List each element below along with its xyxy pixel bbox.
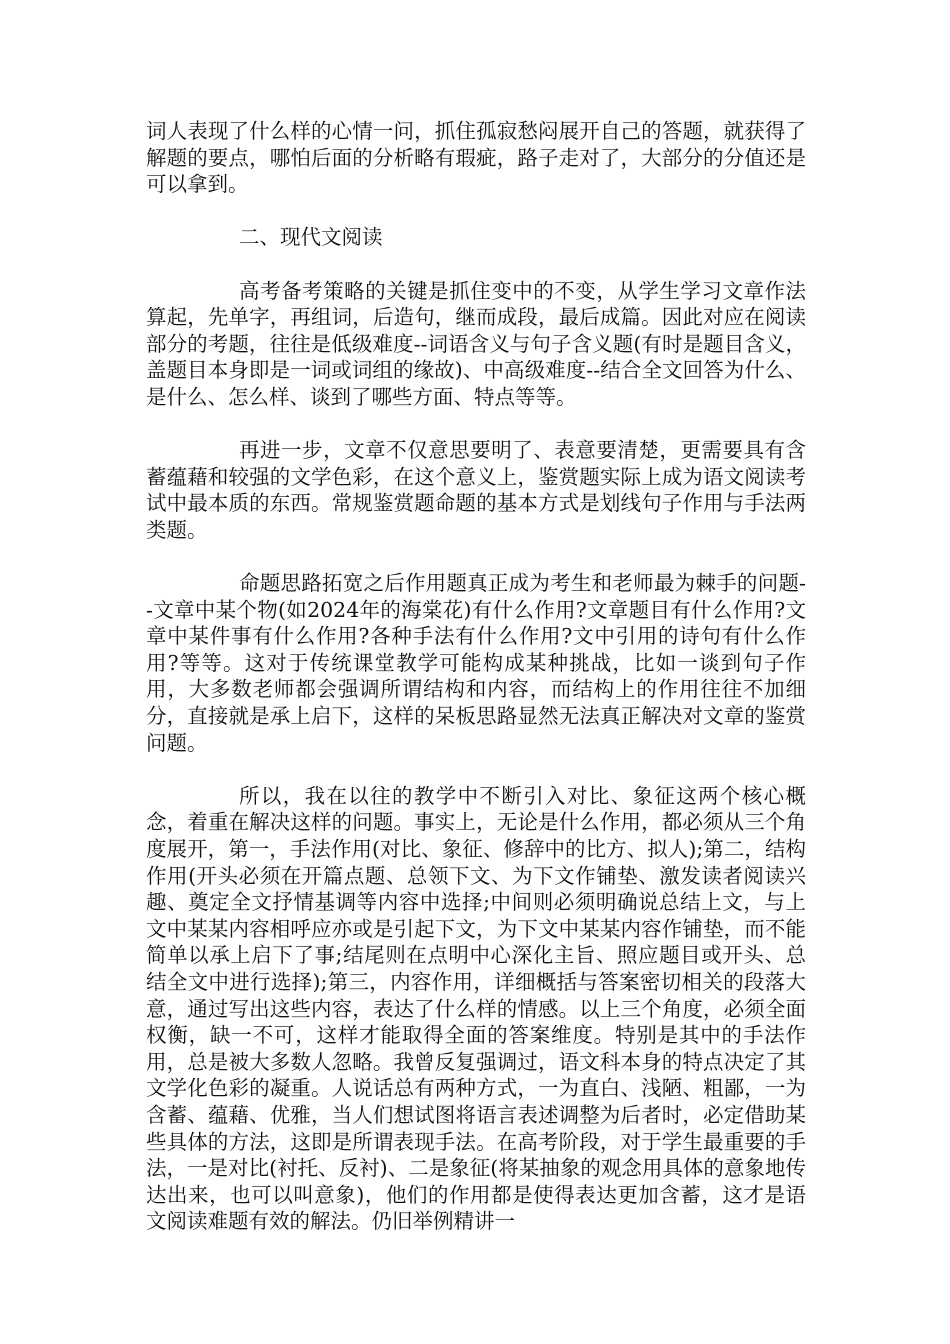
paragraph-teaching-method: 所以，我在以往的教学中不断引入对比、象征这两个核心概念，着重在解决这样的问题。事实上，无论是什么作用，都必须从三个角度展开，第一，手法作用(对比、象征、修辞中的比方、拟人);第二，结构作用(开头必须在开篇点题、总领下文、为下文作铺垫、激发读者阅读兴趣、奠定全文抒情基调等内容中选择;中间则必须明确说总结上文，与上文中某某内容相呼应亦或是引起下文，为下文中某某内容作铺垫，而不能简单以承上启下了事;结尾则在点明中心深化主旨、照应题目或开头、总结全文中进行选择);第三，内容作用，详细概括与答案密切相关的段落大意，通过写出这些内容，表达了什么样的情感。以上三个角度，必须全面权衡，缺一不可，这样才能取得全面的答案维度。特别是其中的手法作用，总是被大多数人忽略。我曾反复强调过，语文科本身的特点决定了其文学化色彩的凝重。人说话总有两种方式，一为直白、浅陋、粗鄙，一为含蓄、蕴藉、优雅，当人们想试图将语言表述调整为后者时，必定借助某些具体的方法，这即是所谓表现手法。在高考阶段，对于学生最重要的手法，一是对比(衬托、反衬)、二是象征(将某抽象的观念用具体的意象地传达出来，也可以叫意象)，他们的作用都是使得表达更加含蓄，这才是语文阅读难题有效的解法。仍旧举例精讲一	[146, 783, 806, 1234]
paragraph-exam-strategy: 高考备考策略的关键是抓住变中的不变，从学生学习文章作法算起，先单字，再组词，后造句，继而成段，最后成篇。因此对应在阅读部分的考题，往往是低级难度--词语含义与句子含义题(有时是题目含义，盖题目本身即是一词或词组的缘故)、中高级难度--结合全文回答为什么、是什么、怎么样、谈到了哪些方面、特点等等。	[146, 278, 806, 409]
paragraph-function-questions: 命题思路拓宽之后作用题真正成为考生和老师最为棘手的问题--文章中某个物(如2024年的海棠花)有什么作用?文章题目有什么作用?文章中某件事有什么作用?各种手法有什么作用?文中引用的诗句有什么作用?等等。这对于传统课堂教学可能构成某种挑战，比如一谈到句子作用，大多数老师都会强调所谓结构和内容，而结构上的作用往往不加细分，直接就是承上启下，这样的呆板思路显然无法真正解决对文章的鉴赏问题。	[146, 571, 806, 755]
document-page	[146, 118, 806, 1262]
paragraph-appreciation: 再进一步，文章不仅意思要明了、表意要清楚，更需要具有含蓄蕴藉和较强的文学色彩，在这个意义上，鉴赏题实际上成为语文阅读考试中最本质的东西。常规鉴赏题命题的基本方式是划线句子作用与手法两类题。	[146, 438, 806, 542]
paragraph-continuation: 词人表现了什么样的心情一问，抓住孤寂愁闷展开自己的答题，就获得了解题的要点，哪怕后面的分析略有瑕疵，路子走对了，大部分的分值还是可以拿到。	[146, 119, 806, 197]
section-heading-modern-reading: 二、现代文阅读	[239, 225, 383, 250]
